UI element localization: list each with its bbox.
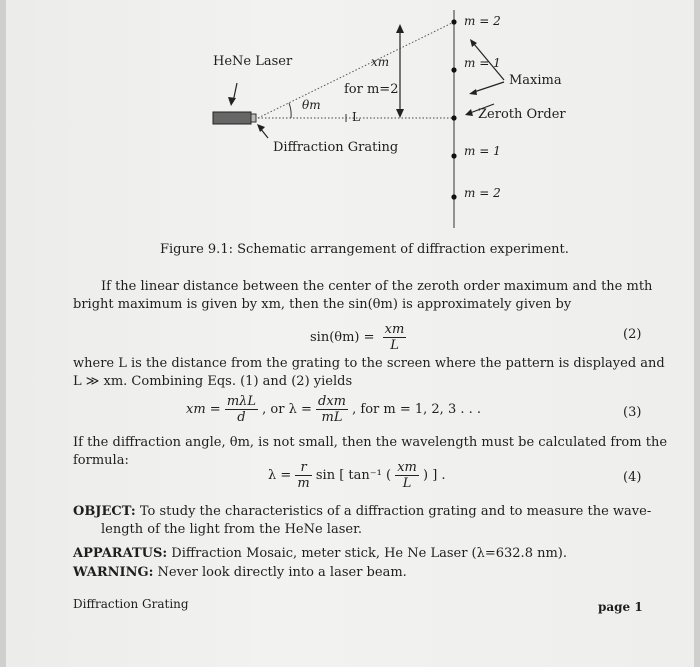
paragraph-2-line-2: L ≫ xm. Combining Eqs. (1) and (2) yields (73, 374, 353, 389)
paragraph-3-line-2: formula: (73, 453, 129, 468)
equation-4 (268, 460, 446, 491)
eq2-denominator: L (390, 338, 399, 353)
order-m1-bottom: m = 1 (464, 144, 501, 158)
L-label: L (352, 110, 360, 124)
hene-laser-label: HeNe Laser (213, 54, 293, 69)
eq4-inner-num: xm (397, 460, 417, 475)
order-m1-top: m = 1 (464, 56, 501, 70)
page (6, 0, 694, 667)
angle-label: θm (302, 98, 321, 112)
equation-4-number: (4) (623, 470, 642, 485)
object-line-2: length of the light from the HeNe laser. (101, 522, 362, 537)
apparatus-text: Diffraction Mosaic, meter stick, He Ne Laser (λ=632.8 nm). (167, 546, 568, 561)
apparatus-heading: APPARATUS: (73, 546, 168, 561)
object-heading: OBJECT: (73, 504, 136, 519)
equation-3-number: (3) (623, 405, 642, 420)
diffracted-beam (258, 22, 454, 118)
laser-body (213, 112, 251, 124)
eq3-condition: , for m = 1, 2, 3 . . . (352, 402, 482, 417)
eq4-body: sin [ tan⁻¹ ( (315, 468, 392, 483)
warning-heading: WARNING: (73, 565, 154, 580)
maximum-m2-bottom (451, 194, 456, 199)
maximum-zeroth (451, 115, 456, 120)
eq3-num-1: mλL (226, 394, 257, 409)
maxima-label: Maxima (509, 73, 562, 88)
eq2-numerator: xm (384, 322, 405, 337)
eq3-lhs: xm = (186, 402, 221, 417)
paragraph-1-line-2: bright maximum is given by xm, then the sin(θm) is approximately given by (73, 297, 572, 312)
eq3-num-2: dxm (318, 394, 346, 409)
paragraph-1-line-1: If the linear distance between the center of the zeroth order maximum and the mth (101, 279, 653, 294)
object-line-1 (73, 503, 651, 520)
order-m2-bottom: m = 2 (464, 186, 501, 200)
laser-aperture (251, 114, 256, 122)
for-m2-label: for m=2 (344, 82, 399, 97)
footer-title: Diffraction Grating (73, 597, 189, 611)
maximum-m1-top (451, 67, 456, 72)
apparatus-line (73, 545, 567, 562)
eq4-lhs: λ = (268, 468, 292, 483)
eq4-den: m (297, 476, 310, 491)
eq4-num: r (295, 460, 311, 476)
equation-2-number: (2) (623, 327, 642, 342)
equation-3 (186, 394, 481, 425)
eq3-den-2: mL (321, 410, 343, 425)
eq4-close: ) ] . (423, 468, 446, 483)
object-text: To study the characteristics of a diffraction grating and to measure the wave- (135, 504, 652, 519)
maximum-m1-bottom (451, 153, 456, 158)
zeroth-order-label: Zeroth Order (478, 107, 566, 122)
figure-caption: Figure 9.1: Schematic arrangement of diffraction experiment. (160, 242, 569, 257)
equation-2 (310, 322, 406, 353)
xm-label: xm (371, 55, 390, 69)
eq4-inner-den: L (402, 476, 412, 491)
grating-label: Diffraction Grating (273, 140, 399, 155)
warning-line (73, 564, 407, 581)
page-number: page 1 (598, 600, 643, 614)
paragraph-3-line-1: If the diffraction angle, θm, is not small, then the wavelength must be calculated from the (73, 435, 668, 450)
paragraph-2-line-1: where L is the distance from the grating to the screen where the pattern is displayed and (73, 356, 665, 371)
eq3-den-1: d (237, 410, 246, 425)
warning-text: Never look directly into a laser beam. (153, 565, 407, 580)
order-m2-top: m = 2 (464, 14, 501, 28)
maximum-m2-top (451, 19, 456, 24)
eq2-lhs: sin(θm) = (310, 330, 375, 345)
eq3-or: , or λ = (262, 402, 312, 417)
diffraction-diagram (6, 0, 694, 240)
